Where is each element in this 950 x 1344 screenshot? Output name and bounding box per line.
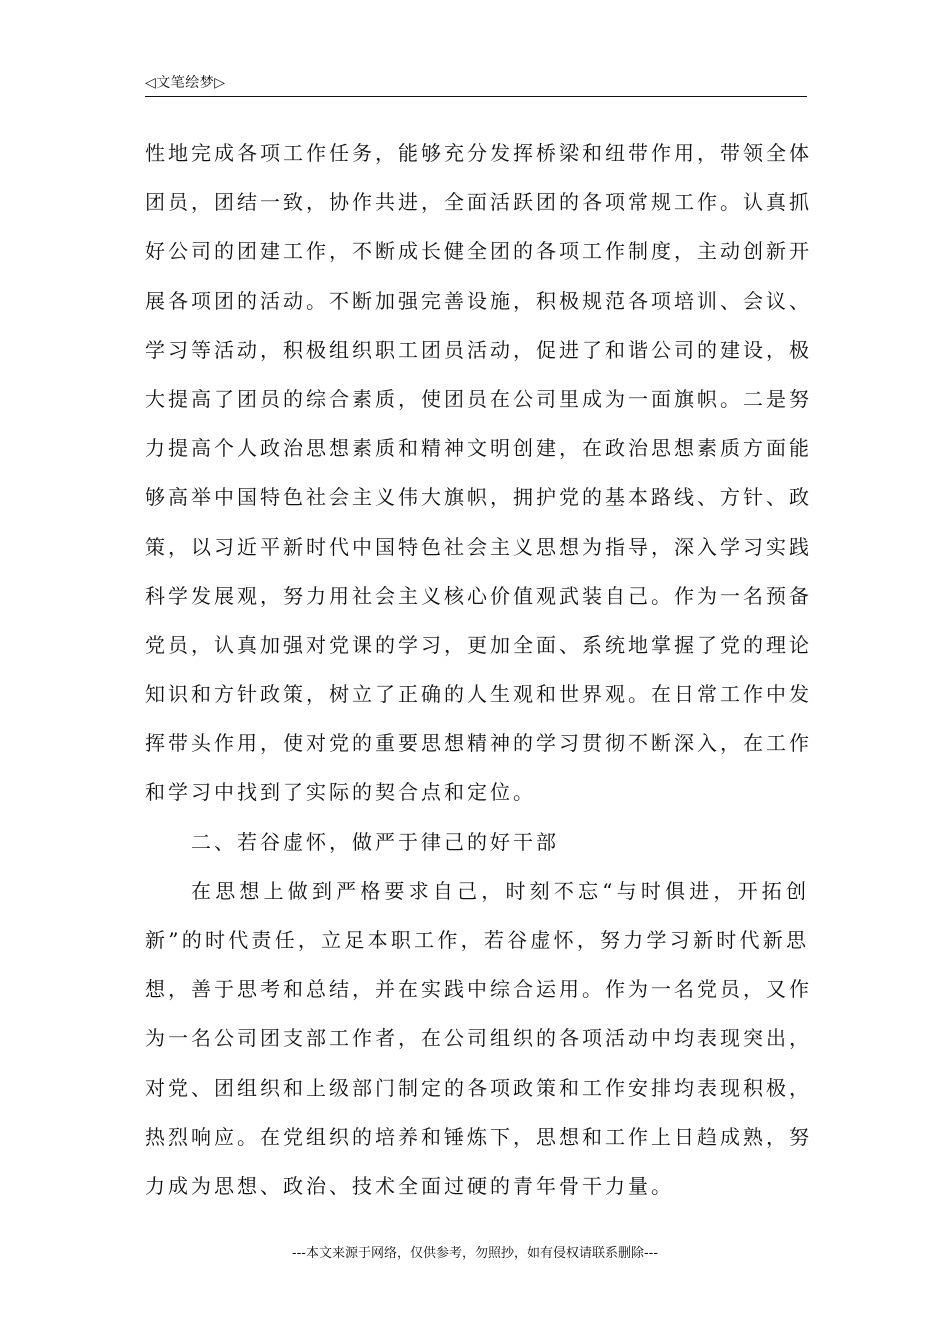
page-footer [0,1245,950,1263]
paragraph-line: 性地完成各项工作任务，能够充分发挥桥梁和纽带作用，带领全体 [145,141,812,165]
paragraph-line: 新”的时代责任，立足本职工作，若谷虚怀，努力学习新时代新思 [145,928,809,952]
footer-notice: ---本文来源于网络，仅供参考，勿照抄，如有侵权请联系删除--- [291,1246,659,1261]
paragraph-line: 热烈响应。在党组织的培养和锤炼下，思想和工作上日趋成熟，努 [145,1124,812,1149]
document-body [145,133,812,1215]
paragraph-line: 科学发展观，努力用社会主义核心价值观武装自己。作为一名预备 [145,583,812,608]
paragraph-line: 力成为思想、政治、技术全面过硬的青年骨干力量。 [145,1173,674,1198]
paragraph-line: 对党、团组织和上级部门制定的各项政策和工作安排均表现积极， [145,1075,812,1100]
paragraph-line: 在思想上做到严格要求自己，时刻不忘“与时俱进，开拓创 [191,878,809,903]
paragraph-line: 好公司的团建工作，不断成长健全团的各项工作制度，主动创新开 [145,239,812,264]
paragraph-line: 策，以习近平新时代中国特色社会主义思想为指导，深入学习实践 [145,534,812,559]
paragraph-line: 够高举中国特色社会主义伟大旗帜，拥护党的基本路线、方针、政 [145,485,812,510]
paragraph-line: 和学习中找到了实际的契合点和定位。 [145,780,536,805]
section-heading: 二、若谷虚怀，做严于律己的好干部 [191,829,559,854]
paragraph-line: 想，善于思考和总结，并在实践中综合运用。作为一名党员，又作 [145,977,812,1002]
header-title: ◁文笔绘梦▷ [145,75,226,91]
page-header [145,74,807,97]
paragraph-line: 挥带头作用，使对党的重要思想精神的学习贯彻不断深入，在工作 [145,731,812,756]
paragraph-line: 知识和方针政策，树立了正确的人生观和世界观。在日常工作中发 [145,682,812,707]
paragraph-line: 大提高了团员的综合素质，使团员在公司里成为一面旗帜。二是努 [145,386,812,411]
paragraph-line: 为一名公司团支部工作者，在公司组织的各项活动中均表现突出， [145,1026,812,1051]
paragraph-line: 党员，认真加强对党课的学习，更加全面、系统地掌握了党的理论 [145,632,812,657]
paragraph-line: 学习等活动，积极组织职工团员活动，促进了和谐公司的建设，极 [145,337,812,362]
paragraph-line: 团员，团结一致，协作共进，全面活跃团的各项常规工作。认真抓 [145,190,812,215]
paragraph-line: 力提高个人政治思想素质和精神文明创建，在政治思想素质方面能 [145,436,812,461]
paragraph-line: 展各项团的活动。不断加强完善设施，积极规范各项培训、会议、 [145,288,812,313]
